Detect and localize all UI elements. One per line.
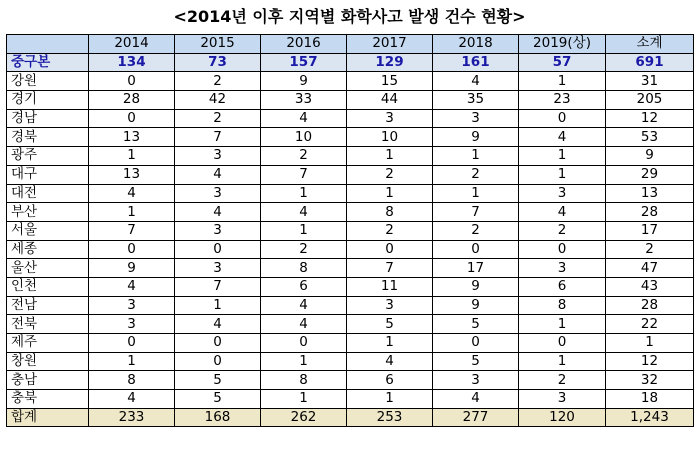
table-cell: 1: [261, 184, 347, 203]
table-cell: 28: [606, 296, 694, 315]
table-cell: 1: [89, 203, 175, 222]
region-label: 제주: [7, 334, 89, 353]
table-cell: 0: [433, 240, 519, 259]
table-cell: 1: [89, 352, 175, 371]
column-header: 소계: [606, 35, 694, 54]
table-cell: 4: [433, 72, 519, 91]
table-row: [7, 259, 694, 278]
table-cell: 0: [519, 240, 606, 259]
table-cell: 8: [519, 296, 606, 315]
table-cell: 8: [261, 259, 347, 278]
table-cell: 13: [606, 184, 694, 203]
table-cell: 4: [261, 203, 347, 222]
table-cell: 1: [175, 296, 261, 315]
table-cell: 1: [606, 334, 694, 353]
table-cell: 1: [433, 184, 519, 203]
table-cell: 9: [606, 147, 694, 166]
table-cell: 9: [261, 72, 347, 91]
region-label: 경기: [7, 91, 89, 110]
column-header: 2017: [347, 35, 433, 54]
table-cell: 8: [261, 371, 347, 390]
table-row: [7, 72, 694, 91]
table-cell: 262: [261, 408, 347, 427]
region-label: 창원: [7, 352, 89, 371]
region-label: 합계: [7, 408, 89, 427]
table-cell: 0: [519, 334, 606, 353]
table-row: [7, 315, 694, 334]
table-body: [7, 35, 694, 427]
table-cell: 1: [347, 184, 433, 203]
column-header: 2014: [89, 35, 175, 54]
table-cell: 1: [347, 334, 433, 353]
table-cell: 3: [519, 184, 606, 203]
table-cell: 1: [519, 72, 606, 91]
table-row: [7, 128, 694, 147]
table-cell: 1: [347, 147, 433, 166]
table-cell: 10: [261, 128, 347, 147]
table-cell: 1: [519, 147, 606, 166]
table-cell: 4: [519, 128, 606, 147]
table-cell: 3: [347, 109, 433, 128]
table-cell: 4: [175, 203, 261, 222]
table-row: [7, 184, 694, 203]
table-cell: 4: [175, 165, 261, 184]
table-cell: 9: [433, 128, 519, 147]
table-cell: 10: [347, 128, 433, 147]
table-cell: 691: [606, 53, 694, 72]
region-label: 전남: [7, 296, 89, 315]
table-cell: 2: [347, 165, 433, 184]
accident-table: [6, 34, 694, 427]
region-label: 부산: [7, 203, 89, 222]
region-label: 서울: [7, 221, 89, 240]
table-row: [7, 240, 694, 259]
table-cell: 9: [433, 296, 519, 315]
table-row: [7, 296, 694, 315]
table-cell: 2: [519, 371, 606, 390]
table-cell: 23: [519, 91, 606, 110]
table-cell: 205: [606, 91, 694, 110]
table-cell: 4: [261, 109, 347, 128]
table-cell: 1: [519, 315, 606, 334]
table-cell: 134: [89, 53, 175, 72]
region-label: 강원: [7, 72, 89, 91]
table-cell: 73: [175, 53, 261, 72]
table-cell: 8: [347, 203, 433, 222]
table-cell: 1: [261, 390, 347, 409]
table-cell: 0: [89, 334, 175, 353]
table-row: [7, 352, 694, 371]
table-cell: 35: [433, 91, 519, 110]
table-cell: 0: [89, 240, 175, 259]
table-cell: 2: [433, 165, 519, 184]
hq-row: [7, 53, 694, 72]
table-row: [7, 277, 694, 296]
table-cell: 120: [519, 408, 606, 427]
table-cell: 3: [89, 296, 175, 315]
column-header: 2019(상): [519, 35, 606, 54]
table-cell: 4: [89, 390, 175, 409]
table-cell: 42: [175, 91, 261, 110]
table-cell: 157: [261, 53, 347, 72]
table-cell: 4: [433, 390, 519, 409]
table-row: [7, 390, 694, 409]
table-cell: 4: [89, 277, 175, 296]
total-row: [7, 408, 694, 427]
table-cell: 1,243: [606, 408, 694, 427]
table-cell: 3: [175, 147, 261, 166]
header-row: [7, 35, 694, 54]
table-row: [7, 221, 694, 240]
table-cell: 233: [89, 408, 175, 427]
table-cell: 4: [261, 296, 347, 315]
table-cell: 0: [261, 334, 347, 353]
table-cell: 7: [175, 128, 261, 147]
table-cell: 2: [175, 72, 261, 91]
table-cell: 43: [606, 277, 694, 296]
table-cell: 32: [606, 371, 694, 390]
table-cell: 47: [606, 259, 694, 278]
table-cell: 0: [347, 240, 433, 259]
table-row: [7, 109, 694, 128]
region-label: 중구본: [7, 53, 89, 72]
table-cell: 18: [606, 390, 694, 409]
table-cell: 2: [433, 221, 519, 240]
table-cell: 1: [519, 165, 606, 184]
table-cell: 2: [261, 147, 347, 166]
region-label: 광주: [7, 147, 89, 166]
table-cell: 6: [347, 371, 433, 390]
table-row: [7, 147, 694, 166]
table-cell: 6: [519, 277, 606, 296]
table-cell: 4: [519, 203, 606, 222]
table-cell: 15: [347, 72, 433, 91]
table-cell: 1: [347, 390, 433, 409]
table-cell: 12: [606, 109, 694, 128]
table-cell: 33: [261, 91, 347, 110]
region-label: 전북: [7, 315, 89, 334]
table-cell: 7: [261, 165, 347, 184]
table-cell: 161: [433, 53, 519, 72]
region-label: 대전: [7, 184, 89, 203]
table-cell: 53: [606, 128, 694, 147]
table-cell: 3: [175, 221, 261, 240]
table-cell: 5: [175, 371, 261, 390]
table-cell: 0: [175, 352, 261, 371]
table-cell: 0: [89, 109, 175, 128]
table-cell: 13: [89, 165, 175, 184]
page-title: <2014년 이후 지역별 화학사고 발생 건수 현황>: [173, 7, 526, 26]
table-cell: 11: [347, 277, 433, 296]
table-cell: 13: [89, 128, 175, 147]
column-header: 2015: [175, 35, 261, 54]
table-cell: 5: [433, 352, 519, 371]
table-cell: 12: [606, 352, 694, 371]
table-cell: 7: [89, 221, 175, 240]
region-label: 인천: [7, 277, 89, 296]
header-corner-cell: [7, 35, 89, 54]
table-cell: 1: [433, 147, 519, 166]
table-cell: 3: [433, 109, 519, 128]
table-cell: 4: [175, 315, 261, 334]
table-row: [7, 371, 694, 390]
table-cell: 1: [519, 352, 606, 371]
region-label: 대구: [7, 165, 89, 184]
region-label: 충북: [7, 390, 89, 409]
table-cell: 1: [261, 221, 347, 240]
table-cell: 129: [347, 53, 433, 72]
table-cell: 253: [347, 408, 433, 427]
table-cell: 2: [519, 221, 606, 240]
table-cell: 1: [89, 147, 175, 166]
table-cell: 2: [606, 240, 694, 259]
table-cell: 28: [606, 203, 694, 222]
table-cell: 5: [433, 315, 519, 334]
table-cell: 3: [175, 184, 261, 203]
table-cell: 57: [519, 53, 606, 72]
table-cell: 44: [347, 91, 433, 110]
table-cell: 0: [175, 240, 261, 259]
region-label: 경북: [7, 128, 89, 147]
table-cell: 0: [175, 334, 261, 353]
table-cell: 4: [347, 352, 433, 371]
table-cell: 3: [433, 371, 519, 390]
region-label: 경남: [7, 109, 89, 128]
table-cell: 3: [519, 390, 606, 409]
table-cell: 22: [606, 315, 694, 334]
table-cell: 3: [175, 259, 261, 278]
table-row: [7, 165, 694, 184]
table-cell: 1: [261, 352, 347, 371]
table-cell: 3: [89, 315, 175, 334]
table-cell: 5: [175, 390, 261, 409]
table-cell: 3: [519, 259, 606, 278]
table-cell: 9: [433, 277, 519, 296]
column-header: 2018: [433, 35, 519, 54]
region-label: 세종: [7, 240, 89, 259]
table-cell: 5: [347, 315, 433, 334]
region-label: 충남: [7, 371, 89, 390]
region-label: 울산: [7, 259, 89, 278]
table-cell: 6: [261, 277, 347, 296]
table-cell: 29: [606, 165, 694, 184]
table-cell: 7: [175, 277, 261, 296]
table-row: [7, 91, 694, 110]
table-cell: 28: [89, 91, 175, 110]
table-cell: 8: [89, 371, 175, 390]
table-cell: 4: [89, 184, 175, 203]
table-cell: 3: [347, 296, 433, 315]
table-cell: 4: [261, 315, 347, 334]
table-cell: 31: [606, 72, 694, 91]
table-cell: 0: [519, 109, 606, 128]
table-row: [7, 203, 694, 222]
column-header: 2016: [261, 35, 347, 54]
table-cell: 277: [433, 408, 519, 427]
table-cell: 7: [347, 259, 433, 278]
table-row: [7, 334, 694, 353]
table-cell: 9: [89, 259, 175, 278]
table-cell: 168: [175, 408, 261, 427]
table-cell: 2: [347, 221, 433, 240]
table-cell: 7: [433, 203, 519, 222]
table-cell: 2: [175, 109, 261, 128]
table-cell: 2: [261, 240, 347, 259]
table-cell: 17: [606, 221, 694, 240]
table-cell: 17: [433, 259, 519, 278]
table-cell: 0: [433, 334, 519, 353]
table-cell: 0: [89, 72, 175, 91]
